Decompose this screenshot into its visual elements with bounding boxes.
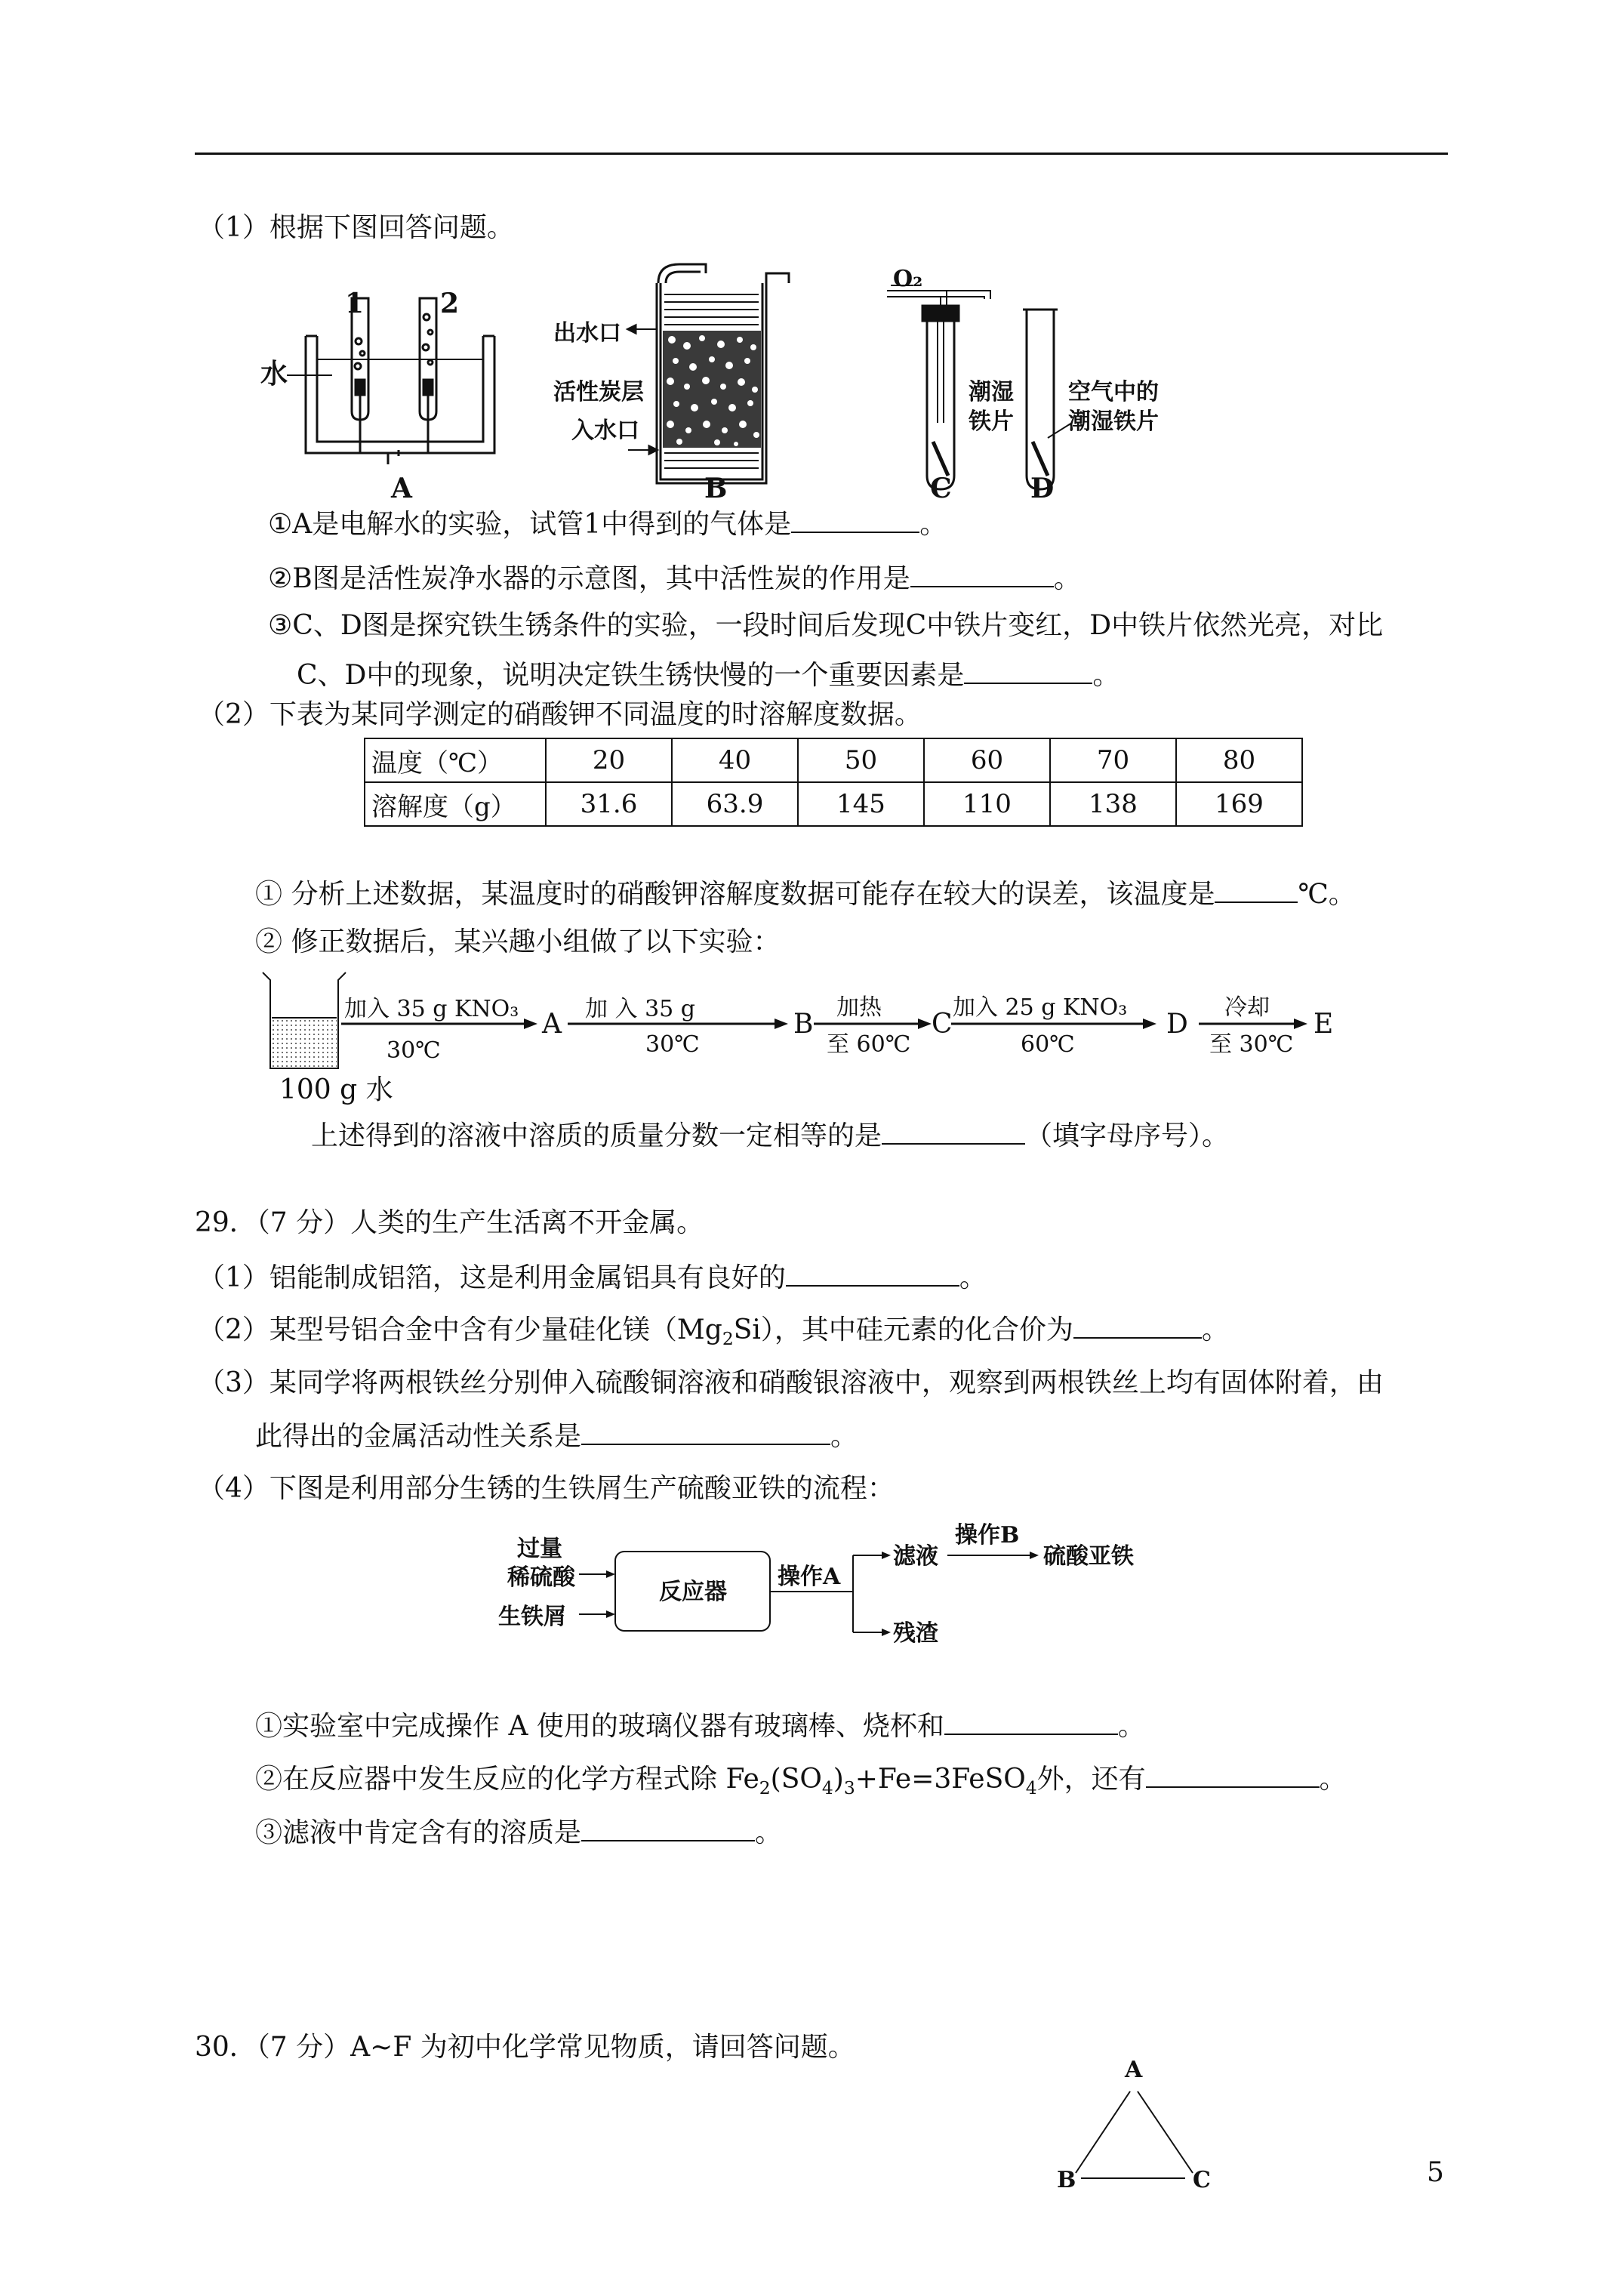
conclusion-stem: 上述得到的溶液中溶质的质量分数一定相等的是 bbox=[311, 1120, 882, 1151]
flow-node-a: A bbox=[542, 1009, 562, 1040]
table-cell: 145 bbox=[798, 782, 924, 826]
table-header-solubility: 溶解度（g） bbox=[365, 782, 546, 826]
q29-3-end: 。 bbox=[830, 1421, 858, 1452]
q28-2-stem: ②B图是活性炭净水器的示意图，其中活性炭的作用是 bbox=[268, 563, 910, 594]
q29-title: 29．（7 分）人类的生产生活离不开金属。 bbox=[195, 1207, 704, 1238]
q29-4-text: （4）下图是利用部分生锈的生铁屑生产硫酸亚铁的流程： bbox=[198, 1473, 895, 1504]
fig-b-caption: B bbox=[704, 473, 728, 504]
prod-input-excess: 过量 bbox=[517, 1536, 562, 1562]
table-cell: 138 bbox=[1050, 782, 1176, 826]
fig-d-label-2: 潮湿铁片 bbox=[1068, 408, 1159, 435]
flow-step4-top: 加入 25 g KNO₃ bbox=[953, 994, 1128, 1021]
part2-q1-end: ℃。 bbox=[1298, 879, 1356, 910]
q29-4-1-end: 。 bbox=[1117, 1711, 1145, 1742]
q29-2-end: 。 bbox=[1201, 1314, 1229, 1345]
table-cell: 70 bbox=[1050, 738, 1176, 782]
q29-3-text-line1: （3）某同学将两根铁丝分别伸入硫酸铜溶液和硝酸银溶液中，观察到两根铁丝上均有固体附着，由 bbox=[198, 1367, 1384, 1398]
flow-node-c: C bbox=[932, 1009, 953, 1040]
fig-d-caption: D bbox=[1030, 473, 1055, 504]
fig-d-label-1: 空气中的 bbox=[1068, 379, 1159, 405]
q29-1-stem: （1）铝能制成铝箔，这是利用金属铝具有良好的 bbox=[198, 1262, 786, 1293]
fig-b-inlet-label: 入水口 bbox=[571, 418, 639, 444]
q29-3-stem: 此得出的金属活动性关系是 bbox=[255, 1421, 582, 1452]
q29-4-3-end: 。 bbox=[755, 1817, 783, 1848]
flow-step2-top: 加 入 35 g bbox=[585, 996, 695, 1022]
q29-4-2-stem-d: +Fe=3FeSO bbox=[855, 1764, 1026, 1795]
flow-step3-bottom: 至 60℃ bbox=[827, 1031, 911, 1058]
conclusion-end: （填字母序号）。 bbox=[1025, 1120, 1230, 1151]
triangle-node-c: C bbox=[1193, 2167, 1211, 2193]
prod-input-acid: 稀硫酸 bbox=[507, 1564, 575, 1591]
table-cell: 20 bbox=[546, 738, 672, 782]
q28-2-end: 。 bbox=[1053, 563, 1081, 594]
fig-a-caption: A bbox=[391, 473, 412, 504]
fig-c-label-2: 铁片 bbox=[969, 408, 1014, 435]
flow-step3-top: 加热 bbox=[836, 994, 882, 1021]
flow-step4-bottom: 60℃ bbox=[1021, 1031, 1075, 1058]
prod-reactor-label: 反应器 bbox=[659, 1579, 727, 1605]
q29-4-3-stem: ③滤液中肯定含有的溶质是 bbox=[255, 1817, 582, 1848]
triangle-node-a: A bbox=[1125, 2057, 1143, 2083]
fig-b-outlet-label: 出水口 bbox=[553, 320, 621, 347]
prod-residue: 残渣 bbox=[893, 1620, 938, 1647]
table-cell: 50 bbox=[798, 738, 924, 782]
flow-node-e: E bbox=[1313, 1009, 1334, 1040]
part2-q2-text: ② 修正数据后，某兴趣小组做了以下实验： bbox=[255, 926, 781, 957]
sub-4: 4 bbox=[821, 1777, 833, 1799]
part2-heading: （2）下表为某同学测定的硝酸钾不同温度的时溶解度数据。 bbox=[198, 699, 922, 730]
q29-4-2-end: 。 bbox=[1319, 1764, 1347, 1795]
fig-b-carbon-label: 活性炭层 bbox=[553, 379, 644, 405]
flow-step5-top: 冷却 bbox=[1224, 994, 1270, 1021]
flow-node-b: B bbox=[793, 1009, 814, 1040]
sub-4b: 4 bbox=[1025, 1777, 1037, 1799]
q29-4-1-stem: ①实验室中完成操作 A 使用的玻璃仪器有玻璃棒、烧杯和 bbox=[255, 1711, 944, 1742]
q28-3-text-line1: ③C、D图是探究铁生锈条件的实验，一段时间后发现C中铁片变红，D中铁片依然光亮，对比 bbox=[268, 610, 1384, 641]
part2-q1-stem: ① 分析上述数据，某温度时的硝酸钾溶解度数据可能存在较大的误差，该温度是 bbox=[255, 879, 1215, 910]
prod-operation-a: 操作A bbox=[778, 1564, 841, 1590]
q30-title: 30．（7 分）A~F 为初中化学常见物质，请回答问题。 bbox=[195, 2032, 855, 2063]
flow-step1-bottom: 30℃ bbox=[387, 1037, 441, 1064]
q29-2-subscript: 2 bbox=[722, 1328, 734, 1350]
q29-2-stem-a: （2）某型号铝合金中含有少量硅化镁（Mg bbox=[198, 1314, 722, 1345]
table-cell: 31.6 bbox=[546, 782, 672, 826]
q28-1-end: 。 bbox=[919, 509, 947, 540]
table-cell: 80 bbox=[1176, 738, 1302, 782]
part1-heading: （1）根据下图回答问题。 bbox=[198, 212, 514, 243]
flow-water-label: 100 g 水 bbox=[279, 1074, 393, 1105]
table-cell: 60 bbox=[924, 738, 1050, 782]
q29-4-2-stem-a: ②在反应器中发生反应的化学方程式除 Fe bbox=[255, 1764, 759, 1795]
table-cell: 169 bbox=[1176, 782, 1302, 826]
q29-1-end: 。 bbox=[959, 1262, 987, 1293]
prod-product: 硫酸亚铁 bbox=[1043, 1543, 1134, 1570]
table-cell: 110 bbox=[924, 782, 1050, 826]
flow-node-d: D bbox=[1166, 1009, 1188, 1040]
page-number: 5 bbox=[1427, 2157, 1444, 2188]
flow-step2-bottom: 30℃ bbox=[645, 1031, 700, 1058]
triangle-node-b: B bbox=[1057, 2167, 1076, 2193]
flow-step5-bottom: 至 30℃ bbox=[1209, 1031, 1294, 1058]
table-header-temperature: 温度（℃） bbox=[365, 738, 546, 782]
table-cell: 40 bbox=[672, 738, 798, 782]
sub-2: 2 bbox=[759, 1777, 771, 1799]
fig-a-tube1-label: 1 bbox=[345, 288, 365, 319]
prod-operation-b: 操作B bbox=[955, 1522, 1020, 1549]
q29-4-2-stem-c: ) bbox=[833, 1764, 844, 1795]
fig-c-o2-label: O₂ bbox=[893, 266, 923, 292]
q29-2-stem-b: Si），其中硅元素的化合价为 bbox=[733, 1314, 1073, 1345]
fig-a-water-label: 水 bbox=[260, 358, 288, 390]
flow-step1-top: 加入 35 g KNO₃ bbox=[344, 996, 519, 1022]
q28-1-stem: ①A是电解水的实验，试管1中得到的气体是 bbox=[268, 509, 792, 540]
sub-3: 3 bbox=[843, 1777, 855, 1799]
fig-c-caption: C bbox=[930, 473, 952, 504]
q29-4-2-stem-b: (SO bbox=[770, 1764, 822, 1795]
q29-4-2-stem-e: 外，还有 bbox=[1036, 1764, 1146, 1795]
table-cell: 63.9 bbox=[672, 782, 798, 826]
fig-a-tube2-label: 2 bbox=[440, 288, 460, 319]
fig-c-label-1: 潮湿 bbox=[969, 379, 1014, 405]
prod-input-iron: 生铁屑 bbox=[498, 1604, 566, 1630]
q28-3-stem: C、D中的现象，说明决定铁生锈快慢的一个重要因素是 bbox=[297, 660, 965, 691]
prod-filtrate: 滤液 bbox=[893, 1543, 938, 1570]
q28-3-end: 。 bbox=[1092, 660, 1120, 691]
